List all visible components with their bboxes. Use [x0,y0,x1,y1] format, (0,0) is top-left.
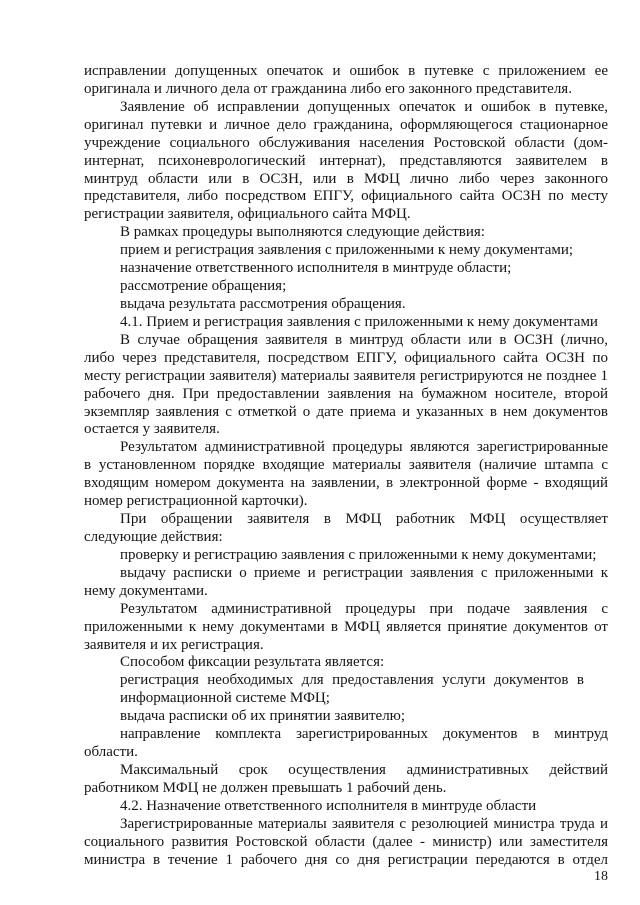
text-line: заявителя и их регистрация. [84,636,264,653]
text-line: минтруд области или в ОСЗН, или в МФЦ лично либо через законного [84,170,608,187]
text-line: входящим номером документа на заявлении, в электронной форме - входящий [84,475,608,492]
text-line: области. [84,744,138,761]
text-line: В случае обращения заявителя в минтруд области или в ОСЗН (лично, [120,331,608,348]
text-line: либо через представителя, посредством ЕПГУ, официального сайта ОСЗН по [84,349,608,366]
text-line: Результатом административной процедуры являются зарегистрированные [120,439,608,456]
paragraph [84,654,608,672]
paragraph [84,224,608,242]
text-line: проверку и регистрацию заявления с приложенными к нему документами; [120,546,597,563]
list-item [84,708,608,726]
text-line: 4.2. Назначение ответственного исполнителя в минтруде области [120,797,537,814]
list-item [84,278,608,296]
text-line: выдача результата рассмотрения обращения. [120,295,406,312]
text-line: учреждение социального обслуживания населения Ростовской области (дом- [84,134,608,151]
text-line: министра в течение 1 рабочего дня со дня регистрации передаются в отдел [84,851,608,868]
text-line: Способом фиксации результата является: [120,654,385,671]
text-line: Результатом административной процедуры при подаче заявления с [120,600,608,617]
list-item [84,726,608,762]
paragraph [84,63,608,99]
text-line: рассмотрение обращения; [120,278,287,295]
text-line: Зарегистрированные материалы заявителя с резолюцией министра труда и [120,815,608,832]
text-line: выдача расписки об их принятии заявителю; [120,708,406,725]
paragraph [84,601,608,655]
text-line: Заявление об исправлении допущенных опечаток и ошибок в путевке, [120,98,608,115]
text-line: назначение ответственного исполнителя в минтруде области; [120,260,512,277]
text-line: социального развития Ростовской области (далее - министр) или заместителя [84,833,608,850]
text-line: 4.1. Прием и регистрация заявления с приложенными к нему документами [120,313,598,330]
text-line: выдачу расписки о приеме и регистрации заявления с приложенными к [120,564,608,581]
text-line: оригинал путевки и личное дело гражданина, оформляющегося стационарное [84,116,608,133]
text-line: месту регистрации заявителя) материалы заявителя регистрируются не позднее 1 [84,367,608,384]
text-line: прием и регистрация заявления с приложенными к нему документами; [120,242,574,259]
text-line: остается у заявителя. [84,421,220,438]
text-line: приложенными к нему документами в МФЦ является принятие документов от [84,618,608,635]
paragraph [84,816,608,870]
text-line: исправлении допущенных опечаток и ошибок в путевке с приложением ее [84,63,608,79]
text-line: оригинала и личного дела от гражданина либо его законного представителя. [84,80,572,97]
paragraph [84,332,608,440]
text-line: номер регистрационной карточки). [84,493,308,510]
list-item [84,242,608,260]
text-line: в установленном порядке входящие материалы заявителя (наличие штампа с [84,457,608,474]
list-item [84,672,608,708]
text-line: информационной системе МФЦ; [120,690,330,707]
paragraph [84,511,608,547]
text-line: При обращении заявителя в МФЦ работник МФЦ осуществляет [120,511,608,528]
text-line: В рамках процедуры выполняются следующие действия: [120,224,485,241]
text-line: представителя, либо посредством ЕПГУ, официального сайта ОСЗН по месту [84,188,608,205]
text-line: нему документами. [84,582,208,599]
text-line: регистрации заявителя, официального сайта МФЦ. [84,206,411,223]
paragraph [84,762,608,798]
paragraph [84,439,608,511]
paragraph [84,99,608,224]
text-line: Максимальный срок осуществления административных действий [120,761,608,778]
text-line: рабочего дня. При предоставлении заявления на бумажном носителе, второй [84,385,608,402]
list-item [84,547,608,565]
section-heading [84,314,608,332]
text-line: следующие действия: [84,528,223,545]
page-number: 18 [594,869,608,884]
list-item [84,296,608,314]
text-line: направление комплекта зарегистрированных документов в минтруд [120,726,608,743]
list-item [84,565,608,601]
text-line: интернат, психоневрологический интернат), представляются заявителем в [84,152,608,169]
text-line: регистрация необходимых для предоставления услуги документов в [120,672,584,689]
section-heading [84,798,608,816]
text-line: экземпляр заявления с отметкой о дате приема и указанных в нем документов [84,403,608,420]
list-item [84,260,608,278]
document-body [84,63,608,869]
text-line: работником МФЦ не должен превышать 1 рабочий день. [84,779,447,796]
